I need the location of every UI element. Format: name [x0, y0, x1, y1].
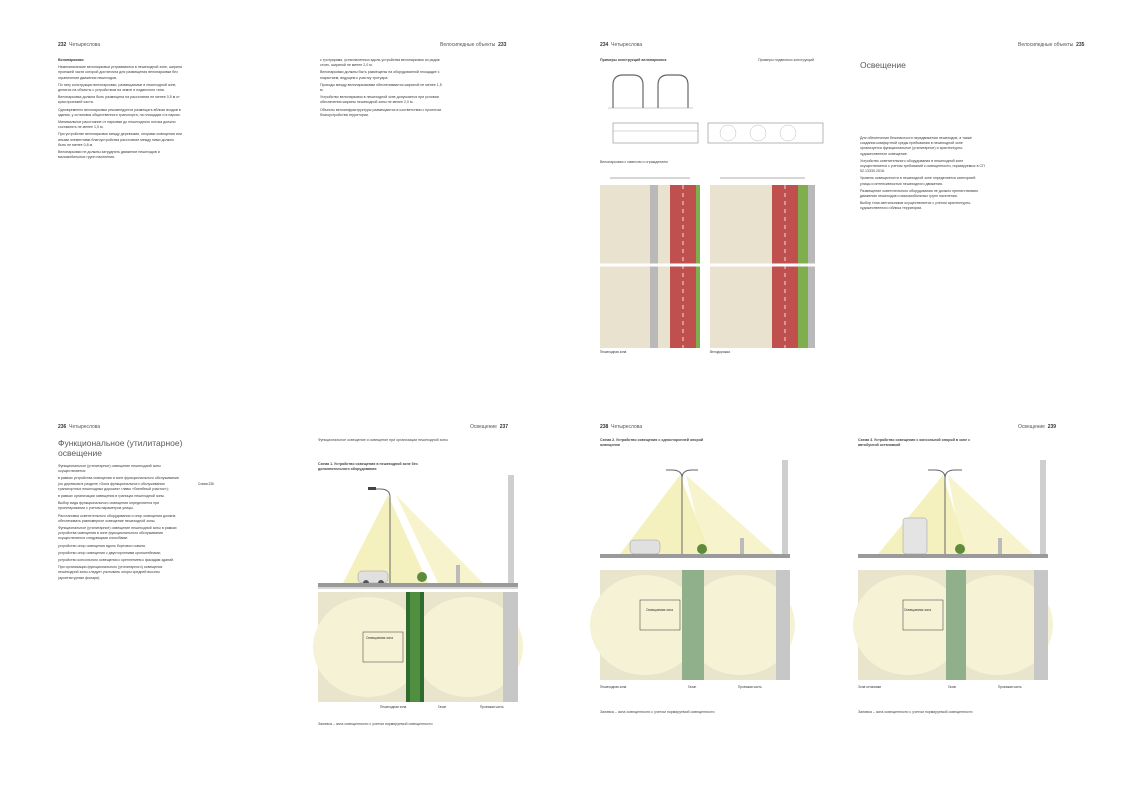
page-header-right: Освещение 239	[1018, 424, 1057, 430]
lighting-plan-diagram	[600, 570, 790, 680]
lighting-section-diagram	[858, 460, 1048, 560]
paragraph: в рамках организации освещения в границах пешеходной зоны.	[58, 494, 166, 499]
paragraph: Уровень освещенности в пешеходной зоне определяется категорией улицы и интенсивностью пешеходного движения.	[860, 176, 976, 186]
paragraph: Проходы между велопарковками обеспечиваются шириной не менее 1,5 м.	[320, 82, 442, 93]
spread-2	[568, 38, 1098, 398]
diagram-caption: Примеры подвесных конструкций	[758, 58, 815, 62]
spread-1	[30, 38, 560, 398]
spread-4	[568, 420, 1098, 780]
paragraph: Выбор типа светильников осуществляется с учетом архитектурно-художественного облика территории.	[860, 201, 972, 211]
bottom-note: Заливка – зона освещенности с учетом нормируемой освещенности	[318, 722, 433, 726]
page-header-right: Велосипедные объекты 233	[440, 42, 507, 48]
paragraph: Функциональное (утилитарное) освещение пешеходной зоны осуществляется:	[58, 464, 161, 474]
diagram-label: Пешеходная зона	[600, 685, 627, 689]
bike-rack-drawing	[608, 73, 828, 153]
lighting-section-diagram	[600, 460, 790, 560]
diagram-label: Освещаемая зона	[904, 608, 931, 612]
text-column-right	[860, 136, 985, 214]
diagram-label: Проезжая часть	[998, 685, 1022, 689]
lighting-section-diagram	[318, 475, 518, 590]
lighting-plan-diagram	[318, 592, 518, 702]
text-column-1	[58, 464, 183, 583]
page-header-right: Велосипедные объекты 235	[1018, 42, 1085, 48]
paragraph: По типу конструкции велопарковки, размещаемые в пешеходной зоне, делятся на объекты с устройством на земле и подвесного типа.	[58, 82, 177, 93]
paragraph: Немеханические велопарковки устраиваются в пешеходной зоне, ширина проезжей части которой достаточна для размещения велопарковки без ограничения движения пешеходов.	[58, 65, 182, 80]
page-header-right: Освещение 237	[470, 424, 509, 430]
figure-caption: Функциональное освещение и освещение при организации пешеходной зоны	[318, 438, 448, 442]
paragraph: Одновременно велопарковки рекомендуется размещать вблизи входов в здания, у остановок общественного транспорта, на площадях и в парках.	[58, 107, 181, 117]
plan-label: Велодорожка	[710, 350, 730, 354]
paragraph: Функциональное (утилитарное) освещение пешеходной зоны в рамках устройства освещения в зоне функционального обслуживания осуществляется следующими способами:	[58, 526, 177, 541]
pedestrian-plan-1	[600, 173, 700, 348]
paragraph: с тротуарами, установленных вдоль устройства велопарковок из рядов стоек, шириной не менее 2,0 м.	[320, 58, 440, 68]
paragraph: Минимальное расстояние от парковки до пешеходного потока должно составлять не менее 1,0 м.	[58, 120, 176, 130]
diagram-label: Газон	[948, 685, 957, 689]
bottom-note: Заливка – зона освещенности с учетом нормируемой освещенности	[858, 710, 973, 714]
diagram-caption: Примеры конструкций велопарковок	[600, 58, 667, 62]
paragraph: устройство опор освещения вдоль бортового камня;	[58, 543, 146, 548]
paragraph: Велопарковки не должны затруднять движение пешеходов и маломобильных групп населения.	[58, 150, 160, 160]
diagram-label: Газон	[688, 685, 697, 689]
page-header-left: 236 Четыреслова	[58, 424, 101, 430]
paragraph: Объекты велоинфраструктуры размещаются в соответствии с проектом благоустройства территории.	[320, 107, 441, 117]
paragraph: Для обеспечения безопасности передвижения пешеходов, а также создания комфортной среды пребывания в пешеходной зоне организуется функциональное (утилитарное) и архитектурно-художественное освещение.	[860, 136, 972, 156]
figure-caption: Схема 3. Устройство освещения с консольной опорой в зоне с автобусной остановкой	[858, 438, 971, 447]
section-heading: Функциональное (утилитарное) освещение	[58, 438, 183, 458]
paragraph: в рамках устройства освещения в зоне функционального обслуживания (по деревьям в разделе «Зона функционального обслуживания транспортных пешеходных дорожек» главы «Линейный участок»);	[58, 476, 179, 491]
paragraph: При организации функционального (утилитарного) освещения пешеходной зоны следует учитывать опоры средней высоты (архитектурные фонари).	[58, 565, 163, 580]
diagram-label: Проезжая часть	[480, 705, 504, 709]
paragraph: устройство опор освещения с двусторонними кронштейнами;	[58, 550, 161, 555]
paragraph: Велопарковка должна быть размещена на расстоянии не менее 0,5 м от края проезжей части.	[58, 95, 180, 105]
figure-caption: Схема 1. Устройство освещения в пешеходной зоне без дополнительного оборудования	[318, 462, 418, 471]
diagram-label: Зона остановки	[858, 685, 882, 689]
plan-label: Пешеходная зона	[600, 350, 627, 354]
diagram-label: Освещаемая зона	[366, 636, 393, 640]
text-column-1	[58, 58, 183, 162]
page-header-left: 238 Четыреслова	[600, 424, 643, 430]
diagram-label: Проезжая часть	[738, 685, 762, 689]
diagram-caption: Велопарковка с навесом и ограждением	[600, 160, 668, 164]
paragraph: Устройство осветительного оборудования в пешеходной зоне осуществляется с учетом требований к освещенности, нормируемых в СП 52.13330.2016.	[860, 158, 985, 174]
side-note: Схема 236	[198, 482, 214, 486]
paragraph: Велопарковки должны быть размещены на оборудованной площадке с покрытием, ведущем к участку тротуара.	[320, 70, 440, 80]
lighting-plan-diagram	[858, 570, 1048, 680]
diagram-label: Пешеходная зона	[380, 705, 407, 709]
page-header-left: 234 Четыреслова	[600, 42, 643, 48]
pedestrian-plan-2	[710, 173, 815, 348]
text-column-2	[320, 58, 445, 120]
paragraph: Выбор вида функционального освещения определяется при проектировании с учетом параметров улицы.	[58, 501, 160, 511]
diagram-label: Газон	[438, 705, 447, 709]
bottom-note: Заливка – зона освещенности с учетом нормируемой освещенности	[600, 710, 715, 714]
page-header-left: 232 Четыреслова	[58, 42, 101, 48]
paragraph: При устройстве велопарковок между деревьями, опорами освещения или иными элементами благоустройства расстояние между ними должно быть не менее 0,8 м.	[58, 132, 183, 147]
section-heading: Велопарковки	[58, 58, 84, 62]
paragraph: Размещение осветительного оборудования не должно препятствовать движению пешеходов и маломобильных групп населения.	[860, 188, 979, 199]
paragraph: Расстановка осветительного оборудования и опор освещения должна обеспечивать равномерное освещение пешеходной зоны.	[58, 513, 176, 523]
section-heading: Освещение	[860, 60, 906, 70]
diagram-label: Освещаемая зона	[646, 608, 673, 612]
paragraph: устройство консольного освещения с креплением к фасадам зданий.	[58, 558, 174, 563]
figure-caption: Схема 2. Устройство освещения с односторонней опорой освещения	[600, 438, 704, 447]
spread-3	[30, 420, 560, 780]
paragraph: Устройство велопарковок в пешеходной зоне допускается при условии обеспечения ширины пешеходной зоны не менее 2,0 м.	[320, 95, 439, 105]
